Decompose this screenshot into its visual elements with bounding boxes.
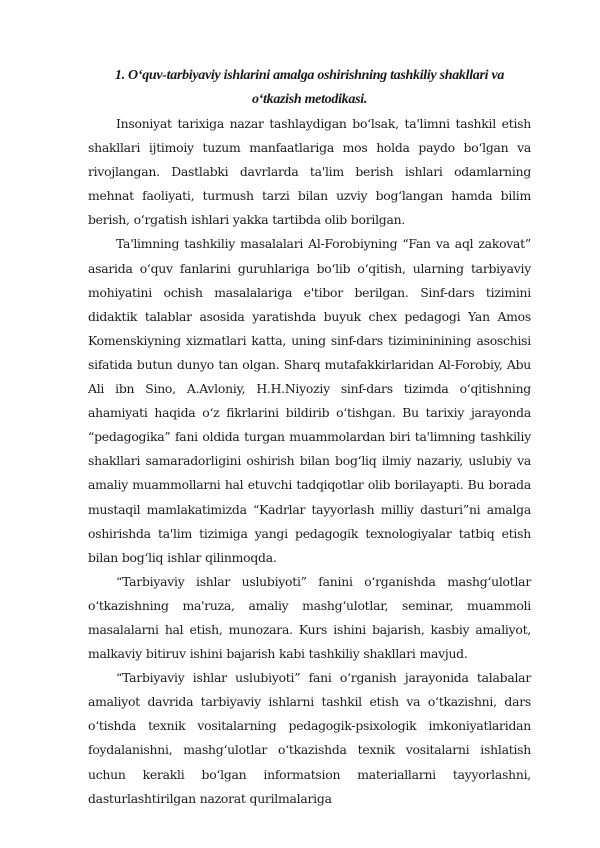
section-heading <box>88 64 531 112</box>
paragraph-3: “Tarbiyaviy ishlar uslubiyoti” fanini o‘rganishda mashg‘ulotlar o‘tkazishning ma'ruza, amaliy mashg‘ulotlar, seminar, muammoli masalalarni hal etish, munozara. Kurs ishini bajarish, kasbiy amaliyot, malkaviy bitiruv ishini bajarish kabi tashkiliy shakllari mavjud. <box>88 573 531 662</box>
section-heading-line-1: 1. O‘quv-tarbiyaviy ishlarini amalga oshirishning tashkiliy shakllari va <box>114 68 505 83</box>
page-content <box>88 64 531 811</box>
paragraph-4: “Tarbiyaviy ishlar uslubiyoti” fani o‘rganish jarayonida talabalar amaliyot davrida tarbiyaviy ishlarni tashkil etish va o‘tkazishni, dars o‘tishda texnik vositalarning pedagogik-psixologik imkoniyatlaridan foydalanishni, mashg‘ulotlar o‘tkazishda texnik vositalarni ishlatish uchun kerakli bo‘lgan informatsion materiallarni tayyorlashni, dasturlashtirilgan nazorat qurilmalariga <box>88 670 531 806</box>
paragraph-2: Ta'limning tashkiliy masalalari Al-Forobiyning “Fan va aql zakovat” asarida o‘quv fanlarini guruhlariga bo‘lib o‘qitish, ularning tarbiyaviy mohiyatini ochish masalalariga e'tibor berilgan. Sinf-dars tizimini didaktik talablar asosida yaratishda buyuk chex pedagogi Yan Amos Komenskiyning xizmatlari katta, uning sinf-dars tizimininining asoschisi sifatida butun dunyo tan olgan. Sharq mutafakkirlaridan Al-Forobiy, Abu Ali ibn Sino, A.Avloniy, H.H.Niyoziy sinf-dars tizimda o‘qitishning ahamiyati haqida o‘z fikrlarini bildirib o‘tishgan. Bu tarixiy jarayonda “pedagogika” fani oldida turgan muammolardan biri ta'limning tashkiliy shakllari samaradorligini oshirish bilan bog‘liq ilmiy nazariy, uslubiy va amaliy muammollarni hal etuvchi tadqiqotlar olib borilayapti. Bu borada mustaqil mamlakatimizda “Kadrlar tayyorlash milliy dasturi”ni amalga oshirishda ta'lim tizimiga yangi pedagogik texnologiyalar tatbiq etish bilan bog‘liq ishlar qilinmoqda. <box>88 236 531 565</box>
paragraph-1: Insoniyat tarixiga nazar tashlaydigan bo‘lsak, ta'limni tashkil etish shakllari ijtimoiy tuzum manfaatlariga mos holda paydo bo‘lgan va rivojlangan. Dastlabki davrlarda ta'lim berish ishlari odamlarning mehnat faoliyati, turmush tarzi bilan uzviy bog‘langan hamda bilim berish, o‘rgatish ishlari yakka tartibda olib borilgan. <box>88 116 531 228</box>
section-heading-line-2: o‘tkazish metodikasi. <box>251 92 368 107</box>
